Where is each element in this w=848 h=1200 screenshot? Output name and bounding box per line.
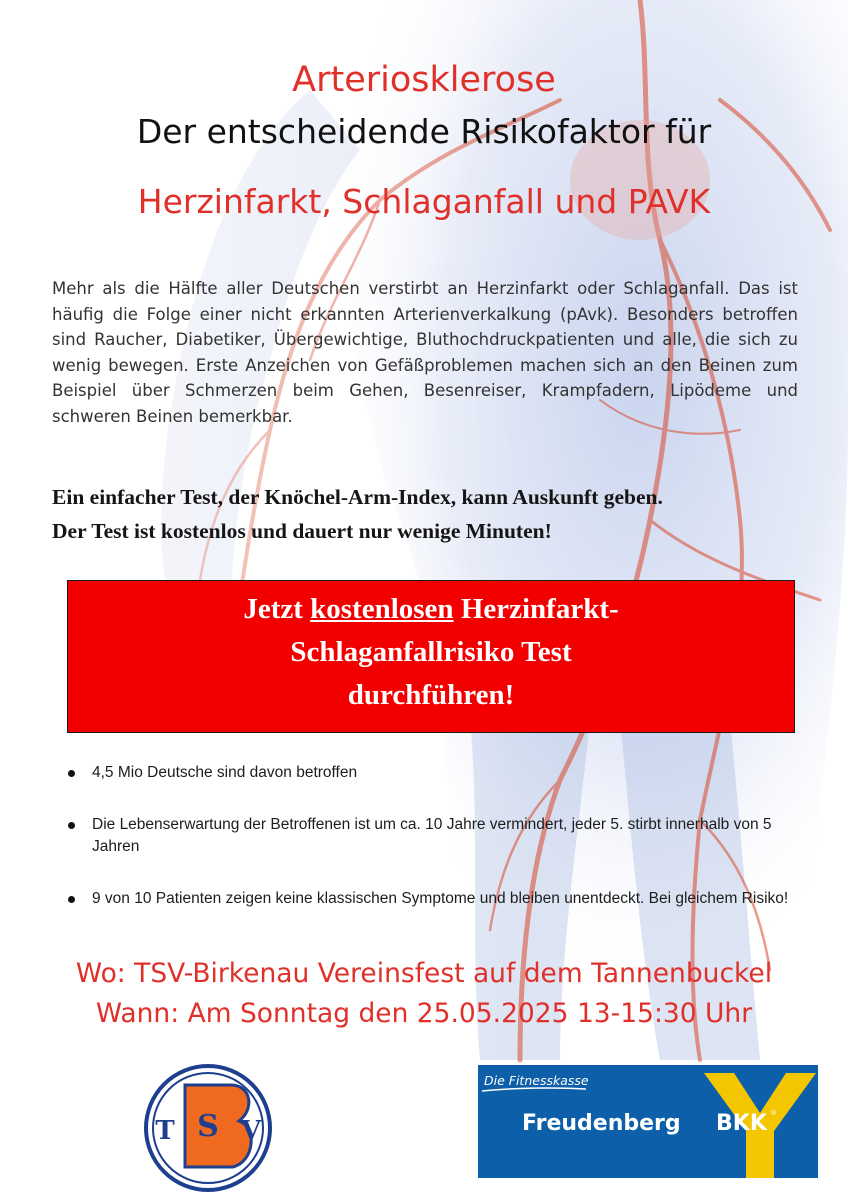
cta-line-3: durchführen!: [347, 679, 515, 711]
cta-part-2: Herzinfarkt-: [453, 593, 619, 625]
bkk-abbr: BKK: [716, 1111, 767, 1136]
bullet-icon: [68, 822, 75, 829]
tsv-letter-v: V: [240, 1116, 262, 1146]
bkk-name: Freudenberg: [522, 1111, 681, 1136]
event-location: Wo: TSV-Birkenau Vereinsfest auf dem Tannenbuckel: [75, 958, 773, 989]
test-info-line-2: Der Test ist kostenlos und dauert nur wenige Minuten!: [52, 519, 552, 543]
intro-paragraph: Mehr als die Hälfte aller Deutschen verstirbt an Herzinfarkt oder Schlaganfall. Das ist häufig die Folge einer nicht erkannten Arterienverkalkung (pAvk). Besonders betroffen sind Raucher, Diabetiker, Übergewichtige, Bluthochdruckpatienten und alle, die sich zu wenig bewegen. Erste Anzeichen von Gefäßproblemen machen sich an den Beinen zum Beispiel über Schmerzen beim Gehen, Besenreiser, Krampfadern, Lipödeme und schweren Beinen bemerkbar.: [52, 279, 798, 426]
list-item: [66, 762, 806, 785]
swoosh-icon: [482, 1087, 586, 1093]
cta-line-1: [68, 588, 794, 631]
registered-mark: ®: [770, 1109, 777, 1117]
cta-line-2: Schlaganfallrisiko Test: [290, 636, 572, 668]
list-item: [66, 888, 806, 911]
event-time: Wann: Am Sonntag den 25.05.2025 13-15:30 Uhr: [95, 998, 753, 1029]
bullet-icon: [68, 770, 75, 777]
test-info: [52, 480, 802, 548]
page-subtitle: Der entscheidende Risikofaktor für: [136, 112, 712, 151]
tsv-logo: [143, 1063, 273, 1193]
tsv-letter-s: S: [197, 1109, 219, 1144]
bkk-tagline: Die Fitnesskasse: [484, 1073, 589, 1088]
list-item: [66, 814, 806, 859]
bullet-icon: [68, 896, 75, 903]
freudenberg-bkk-logo: [478, 1065, 818, 1178]
facts-list: [66, 762, 806, 939]
conditions-heading: Herzinfarkt, Schlaganfall und PAVK: [137, 182, 711, 221]
cta-part-1: Jetzt: [243, 593, 311, 625]
page-title: Arteriosklerose: [292, 60, 556, 100]
fact-text: 4,5 Mio Deutsche sind davon betroffen: [92, 764, 358, 781]
fact-text: Die Lebenserwartung der Betroffenen ist um ca. 10 Jahre vermindert, jeder 5. stirbt innerhalb von 5 Jahren: [92, 815, 772, 855]
cta-box: [67, 580, 795, 733]
cta-underlined: kostenlosen: [310, 593, 454, 625]
test-info-line-1: Ein einfacher Test, der Knöchel-Arm-Index, kann Auskunft geben.: [52, 485, 663, 509]
tsv-letter-t: T: [155, 1116, 175, 1146]
fact-text: 9 von 10 Patienten zeigen keine klassischen Symptome und bleiben unentdeckt. Bei gleichem Risiko!: [92, 889, 789, 907]
